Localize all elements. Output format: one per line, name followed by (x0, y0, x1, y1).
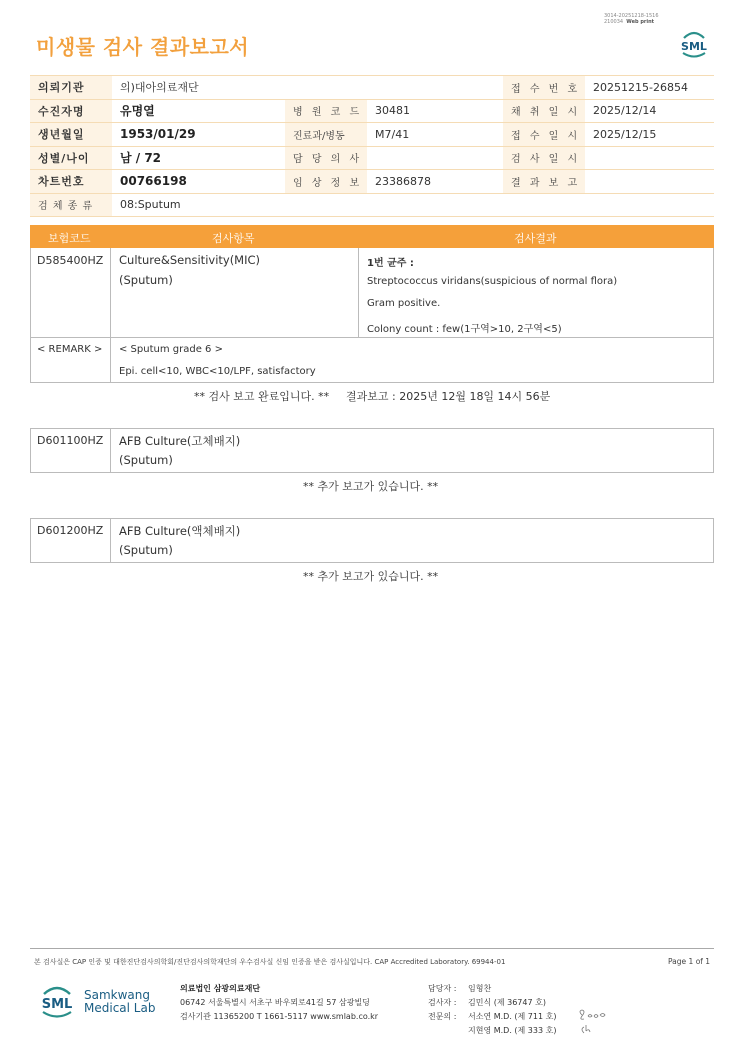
report-complete-message: ** 검사 보고 완료입니다. ** (194, 390, 330, 403)
sml-logo (676, 26, 712, 60)
test-2-code: D601100HZ (37, 434, 104, 447)
value-test-date (585, 146, 714, 170)
info-row-4 (30, 146, 714, 170)
value-chart-number: 00766198 (112, 170, 285, 194)
value-receipt-date: 2025/12/15 (585, 123, 714, 147)
patient-info-table (30, 75, 714, 217)
header-insurance-code: 보험코드 (48, 232, 91, 245)
brand-name: Samkwang Medical Lab (84, 988, 156, 1015)
results-header (30, 225, 714, 248)
value-specimen-type: 08:Sputum (112, 193, 714, 217)
value-requesting-org: 의)대아의료재단 (112, 76, 503, 100)
label-test-date: 검 사 일 시 (503, 146, 585, 170)
value-department: M7/41 (367, 123, 503, 147)
label-receipt-number: 접 수 번 호 (503, 76, 585, 100)
result-line: 1번 균주 : (367, 258, 414, 269)
organization-info (180, 982, 378, 1024)
info-row-2 (30, 99, 714, 123)
label-specimen-type: 검 체 종 류 (30, 193, 112, 217)
page-number: Page 1 of 1 (668, 957, 711, 966)
info-row-5 (30, 170, 714, 194)
label-receipt-date: 접 수 일 시 (503, 123, 585, 147)
label-chart-number: 차트번호 (30, 170, 112, 194)
staff-info (428, 982, 556, 1038)
test-2-specimen: (Sputum) (119, 453, 173, 467)
report-title: 미생물 검사 결과보고서 (36, 35, 250, 59)
org-address: 06742 서울특별시 서초구 바우뫼로41길 57 삼광빌딩 (180, 998, 370, 1007)
sml-logo (36, 980, 78, 1020)
divider (110, 429, 111, 472)
header-test-item: 검사항목 (212, 232, 255, 245)
divider (110, 519, 111, 562)
value-patient-name: 유명열 (112, 99, 285, 123)
staff-row: 전문의 : 서소연 M.D. (제 711 호) (428, 1012, 557, 1021)
divider (358, 248, 359, 338)
label-sex-age: 성별/나이 (30, 146, 112, 170)
footer-divider (30, 948, 714, 949)
test-1-item: Culture&Sensitivity(MIC) (119, 253, 261, 267)
remark-label: < REMARK > (37, 344, 103, 355)
label-clinical-info: 임 상 정 보 (285, 170, 367, 194)
value-result-report (585, 170, 714, 194)
test-3-item: AFB Culture(액체배지) (119, 524, 241, 538)
label-requesting-org: 의뢰기관 (30, 76, 112, 100)
label-patient-name: 수진자명 (30, 99, 112, 123)
test-3-specimen: (Sputum) (119, 543, 173, 557)
additional-report-note: ** 추가 보고가 있습니다. ** (303, 480, 439, 493)
value-collection-date: 2025/12/14 (585, 99, 714, 123)
staff-row: 검사자 : 김민식 (제 36747 호) (428, 998, 546, 1007)
result-line: Colony count : few(1구역>10, 2구역<5) (367, 324, 562, 335)
test-1-block (30, 248, 714, 383)
report-time: 결과보고 : 2025년 12월 18일 14시 56분 (346, 390, 551, 403)
label-department: 진료과/병동 (285, 123, 367, 147)
signature (576, 1007, 612, 1041)
print-id: 3014-20251218-1516 210034 Web print (604, 13, 659, 25)
value-clinical-info: 23386878 (367, 170, 503, 194)
sml-logo-text: SML (681, 40, 707, 53)
certification-note: 본 검사실은 CAP 인증 및 대한진단검사의학회/진단검사의학재단의 우수검사실 신임 인증을 받은 검사실입니다. CAP Accredited Laboratory. 69944-01 (34, 958, 506, 966)
label-birth-date: 생년월일 (30, 123, 112, 147)
label-physician: 담 당 의 사 (285, 146, 367, 170)
test-1-specimen: (Sputum) (119, 273, 173, 287)
value-physician (367, 146, 503, 170)
divider (110, 248, 111, 382)
info-row-3 (30, 123, 714, 147)
label-collection-date: 채 취 일 시 (503, 99, 585, 123)
test-3-code: D601200HZ (37, 524, 104, 537)
additional-report-note: ** 추가 보고가 있습니다. ** (303, 570, 439, 583)
staff-row: 담당자 : 임형찬 (428, 984, 492, 993)
test-3-block (30, 518, 714, 563)
sml-logo-text: SML (41, 997, 73, 1012)
org-contact: 검사기관 11365200 T 1661-5117 www.smlab.co.kr (180, 1012, 379, 1021)
value-hospital-code: 30481 (367, 99, 503, 123)
divider (31, 337, 713, 338)
test-2-block (30, 428, 714, 473)
info-row-1 (30, 76, 714, 100)
info-row-6 (30, 193, 714, 217)
org-name: 의료법인 삼광의료재단 (180, 984, 261, 993)
label-result-report: 결 과 보 고 (503, 170, 585, 194)
remark-line: Epi. cell<10, WBC<10/LPF, satisfactory (119, 366, 316, 377)
test-1-code: D585400HZ (37, 254, 104, 267)
staff-row: 지현영 M.D. (제 333 호) (468, 1026, 557, 1035)
remark-line: < Sputum grade 6 > (119, 344, 223, 355)
result-line: Gram positive. (367, 298, 441, 309)
value-receipt-number: 20251215-26854 (585, 76, 714, 100)
result-line: Streptococcus viridans(suspicious of normal flora) (367, 276, 618, 287)
header-test-result: 검사결과 (514, 232, 557, 245)
test-2-item: AFB Culture(고체배지) (119, 434, 241, 448)
label-hospital-code: 병 원 코 드 (285, 99, 367, 123)
value-sex-age: 남 / 72 (112, 146, 285, 170)
value-birth-date: 1953/01/29 (112, 123, 285, 147)
